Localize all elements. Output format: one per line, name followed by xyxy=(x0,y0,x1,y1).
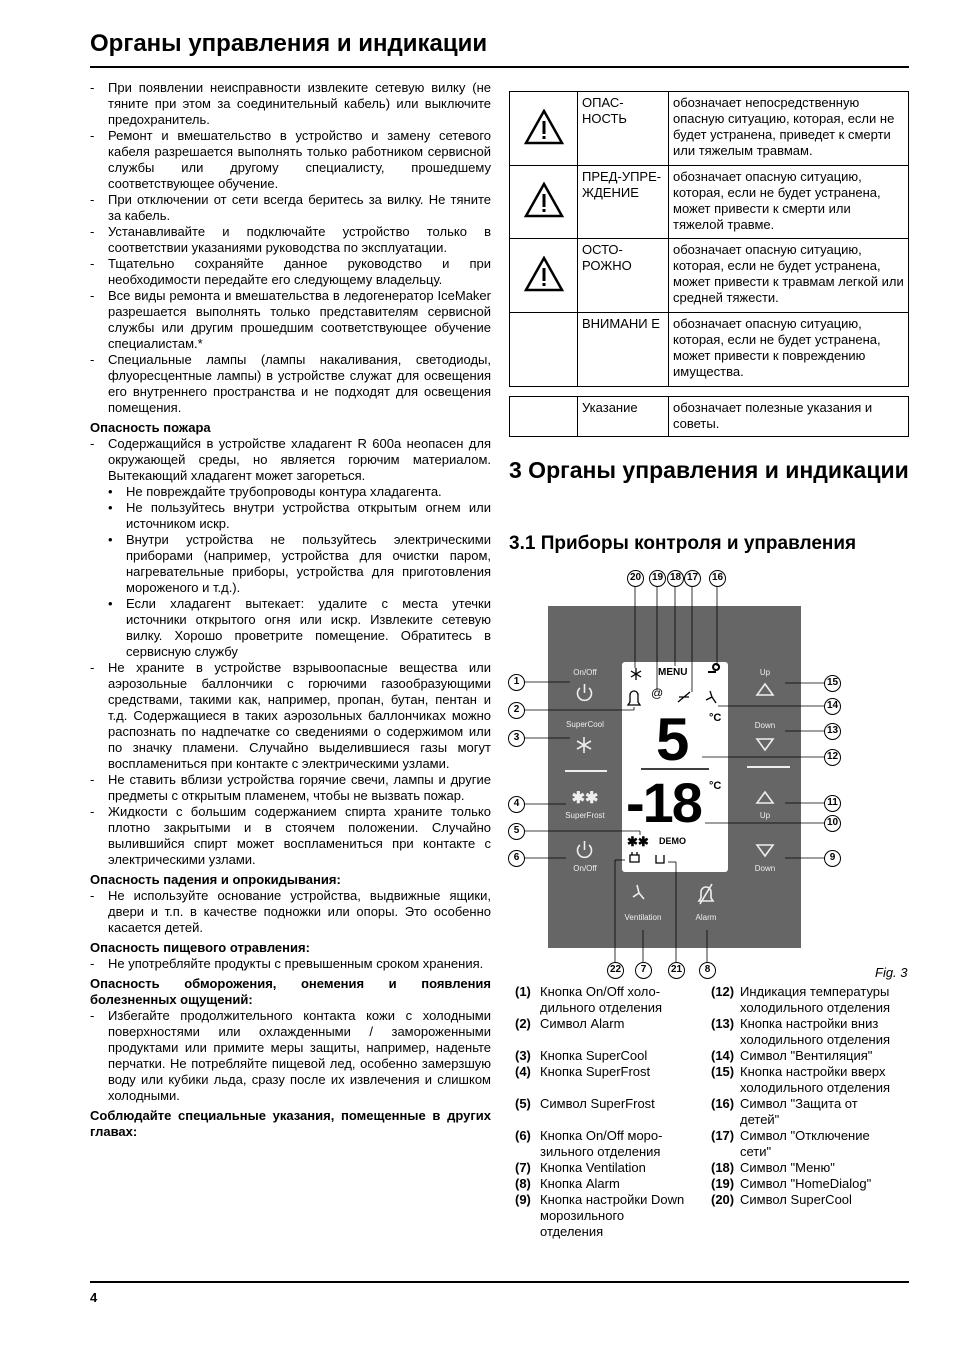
superfrost-symbol-icon: ✱✱ xyxy=(627,834,649,849)
legend-item: (4) Кнопка SuperFrost xyxy=(515,1064,651,1079)
fire-heading: Опасность пожара xyxy=(90,420,211,435)
down-arrow-icon xyxy=(757,845,773,856)
callout: 8 xyxy=(699,962,716,979)
legend-item: (3) Кнопка SuperCool xyxy=(515,1048,648,1063)
list-item: - Не ставить вблизи устройства горячие свечи, лампы и другие предметы с открытым пламенем, чтобы не вызвать пожар. xyxy=(90,772,491,804)
callout: 10 xyxy=(824,815,841,832)
signal-term: ОПАС-НОСТЬ xyxy=(578,92,669,166)
icemaker-icon xyxy=(630,852,639,862)
footer-rule xyxy=(90,1281,909,1283)
signal-term: ОСТО-РОЖНО xyxy=(578,239,669,313)
callout: 4 xyxy=(508,796,525,813)
callout: 1 xyxy=(508,674,525,691)
signal-term: ВНИМАНИ Е xyxy=(578,313,669,387)
up-button[interactable]: Up xyxy=(759,811,771,820)
bullet-item: • Внутри устройства не пользуйтесь электрическими приборами (например, устройства для очистки паром, нагревательные приборы, устройства для приготовления мороженого и т.д.). xyxy=(90,532,491,596)
callout: 13 xyxy=(824,723,841,740)
legend-item: (12) Индикация температуры холодильного отделения xyxy=(711,984,891,1015)
freezer-unit: °C xyxy=(709,780,722,792)
bullet-item: • Не пользуйтесь внутри устройства открытым огнем или источником искр. xyxy=(90,500,491,532)
lcd-demo: DEMO xyxy=(659,836,686,846)
callout: 6 xyxy=(508,850,525,867)
list-item: - Избегайте продолжительного контакта кожи с холодными поверхностями или охлажденными / замороженными продуктами или примите меры защиты, например, наденьте перчатки. Не потребляйте пищевой лед, особенно замерзшую воду или кубики льда, сразу после их извлечения и слишком холодными. xyxy=(90,1008,491,1104)
superfrost-button[interactable]: SuperFrost xyxy=(565,811,605,820)
down-button[interactable]: Down xyxy=(754,721,776,730)
legend-item: (8) Кнопка Alarm xyxy=(515,1176,620,1191)
subsection-heading: 3.1 Приборы контроля и управления xyxy=(509,533,857,554)
legend-item: (15) Кнопка настройки вверх холодильного отделения xyxy=(711,1064,891,1095)
list-item: - Не используйте основание устройства, выдвижные ящики, двери и т.п. в качестве подножки или опоры. Это особенно касается детей. xyxy=(90,888,491,936)
callout: 18 xyxy=(667,570,684,587)
callout: 3 xyxy=(508,730,525,747)
bullet-item: • Не повреждайте трубопроводы контура хладагента. xyxy=(90,484,491,500)
signal-desc: обозначает опасную ситуацию, которая, если не будет устранена, может привести к смерти или тяжелой травме. xyxy=(669,166,909,239)
signal-term: ПРЕД-УПРЕ-ЖДЕНИЕ xyxy=(578,166,669,239)
fridge-temperature: 5 xyxy=(656,706,690,773)
supercool-symbol-icon xyxy=(631,668,641,680)
final-note: Соблюдайте специальные указания, помещенные в других главах: xyxy=(90,1108,491,1139)
up-arrow-icon xyxy=(757,792,773,803)
callout: 16 xyxy=(709,570,726,587)
section-heading: 3 Органы управления и индикации xyxy=(509,457,909,483)
on-off-label: On/Off xyxy=(573,668,597,677)
bullet-item: • Если хладагент вытекает: удалите с места утечки источники открытого огня или искр. Извлеките сетевую вилку. Хорошо проветрите помещение. Обратитесь в сервисную службу xyxy=(90,596,491,660)
callout: 22 xyxy=(607,962,624,979)
callout: 7 xyxy=(635,962,652,979)
legend-item: (6) Кнопка On/Off моро-зильного отделения xyxy=(515,1128,663,1159)
callout: 5 xyxy=(508,823,525,840)
list-item: - Не употребляйте продукты с превышенным сроком хранения. xyxy=(90,956,491,972)
legend-item: (9) Кнопка настройки Down морозильного отделения xyxy=(515,1192,685,1239)
power-outage-icon xyxy=(678,692,690,702)
homedialog-icon: @ xyxy=(651,686,664,700)
legend-item: (7) Кнопка Ventilation xyxy=(515,1160,646,1175)
callout: 11 xyxy=(824,795,841,812)
water-icon xyxy=(656,855,664,863)
power-icon xyxy=(578,841,592,857)
supercool-icon xyxy=(577,737,591,753)
legend-item: (19) Символ "HomeDialog" xyxy=(711,1176,872,1191)
legend-item: (14) Символ "Вентиляция" xyxy=(711,1048,873,1063)
list-item: - Устанавливайте и подключайте устройство только в соответствии указаниями руководства по эксплуатации. xyxy=(90,224,491,256)
alarm-bell-icon xyxy=(628,691,640,705)
alarm-button[interactable]: Alarm xyxy=(695,913,717,922)
page-title: Органы управления и индикации xyxy=(90,30,488,57)
list-item: - Жидкости с большим содержанием спирта храните только плотно закрытыми и в стоячем положении. Случайно вылившийся спирт может воспламениться при контакте с электрическими узлами. xyxy=(90,804,491,868)
callout: 12 xyxy=(824,749,841,766)
list-item: - Специальные лампы (лампы накаливания, светодиоды, флуоресцентные лампы) в устройстве служат для освещения его внутреннего пространства и не подходят для освещения помещения. xyxy=(90,352,491,416)
note-term: Указание xyxy=(578,397,669,437)
list-item: - При отключении от сети всегда беритесь за вилку. Не тяните за кабель. xyxy=(90,192,491,224)
callout: 2 xyxy=(508,702,525,719)
ventilation-symbol-icon xyxy=(706,691,716,703)
supercool-button[interactable]: SuperCool xyxy=(566,720,604,729)
list-item: - Содержащийся в устройстве хладагент R 600a неопасен для окружающей среды, но является горючим материалом. Вытекающий хладагент может загореться. xyxy=(90,436,491,484)
legend-item: (1) Кнопка On/Off холо-дильного отделения xyxy=(515,984,663,1015)
legend-item: (18) Символ "Меню" xyxy=(711,1160,835,1175)
callout: 20 xyxy=(627,570,644,587)
fridge-unit: °C xyxy=(709,712,722,724)
callout: 21 xyxy=(668,962,685,979)
callout: 17 xyxy=(684,570,701,587)
callout: 15 xyxy=(824,675,841,692)
alarm-off-icon xyxy=(699,884,713,904)
fall-heading: Опасность падения и опрокидывания: xyxy=(90,872,341,887)
legend-item: (5) Символ SuperFrost xyxy=(515,1096,655,1111)
legend-item: (16) Символ "Защита от детей" xyxy=(711,1096,858,1127)
down-button[interactable]: Down xyxy=(754,864,776,873)
legend-item: (20) Символ SuperCool xyxy=(711,1192,852,1207)
frost-heading: Опасность обморожения, онемения и появления болезненных ощущений: xyxy=(90,976,491,1007)
signal-desc: обозначает опасную ситуацию, которая, если не будет устранена, может привести к повреждению имущества. xyxy=(669,313,909,387)
legend-item: (13) Кнопка настройки вниз холодильного отделения xyxy=(711,1016,891,1047)
up-arrow-icon xyxy=(757,684,773,695)
lcd-menu: MENU xyxy=(658,667,688,678)
ventilation-icon xyxy=(633,885,644,899)
figure-label: Fig. 3 xyxy=(875,965,908,980)
page-number: 4 xyxy=(90,1290,98,1305)
freezer-temperature: -18 xyxy=(626,771,701,834)
ventilation-button[interactable]: Ventilation xyxy=(624,913,662,922)
list-item: - При появлении неисправности извлеките сетевую вилку (не тяните при этом за соединительный кабель) или выключите предохранитель. xyxy=(90,80,491,128)
callout: 14 xyxy=(824,698,841,715)
list-item: - Не храните в устройстве взрывоопасные вещества или аэрозольные баллончики с горючими газообразующими средствами, такими как, например, пропан, бутан, пентан и т.д. Содержащиеся в таких аэрозольных баллончиках можно распознать по надпечатке со сведениями о содержимом или по значку пламени. Случайно выделившиеся газы могут воспламениться при контакте с электрическими узлами. xyxy=(90,660,491,772)
legend-item: (17) Символ "Отключение сети" xyxy=(711,1128,870,1159)
down-arrow-icon xyxy=(757,739,773,750)
power-icon xyxy=(578,684,592,700)
list-item: - Все виды ремонта и вмешательства в ледогенератор IceMaker разрешается выполнять только представителям сервисной службы или другим прошедшим соответствующее обучение специалистам.* xyxy=(90,288,491,352)
superfrost-icon: ✱✱ xyxy=(571,790,599,807)
note-desc: обозначает полезные указания и советы. xyxy=(669,397,909,437)
list-item: - Ремонт и вмешательство в устройство и замену сетевого кабеля разрешается выполнять только работником сервисной службы или другому специалисту, прошедшему соответствующее обучение. xyxy=(90,128,491,192)
callout: 19 xyxy=(649,570,666,587)
up-button[interactable]: Up xyxy=(759,668,771,677)
list-item: - Тщательно сохраняйте данное руководство и при необходимости передайте его следующему владельцу. xyxy=(90,256,491,288)
signal-desc: обозначает непосредственную опасную ситуацию, которая, если не будет устранена, приведет к смерти или тяжелым травмам. xyxy=(669,92,909,166)
signal-desc: обозначает опасную ситуацию, которая, если не будет устранена, может привести к травмам легкой или средней тяжести. xyxy=(669,239,909,313)
on-off-label: On/Off xyxy=(573,864,597,873)
callout: 9 xyxy=(824,850,841,867)
legend-item: (2) Символ Alarm xyxy=(515,1016,625,1031)
food-heading: Опасность пищевого отравления: xyxy=(90,940,310,955)
